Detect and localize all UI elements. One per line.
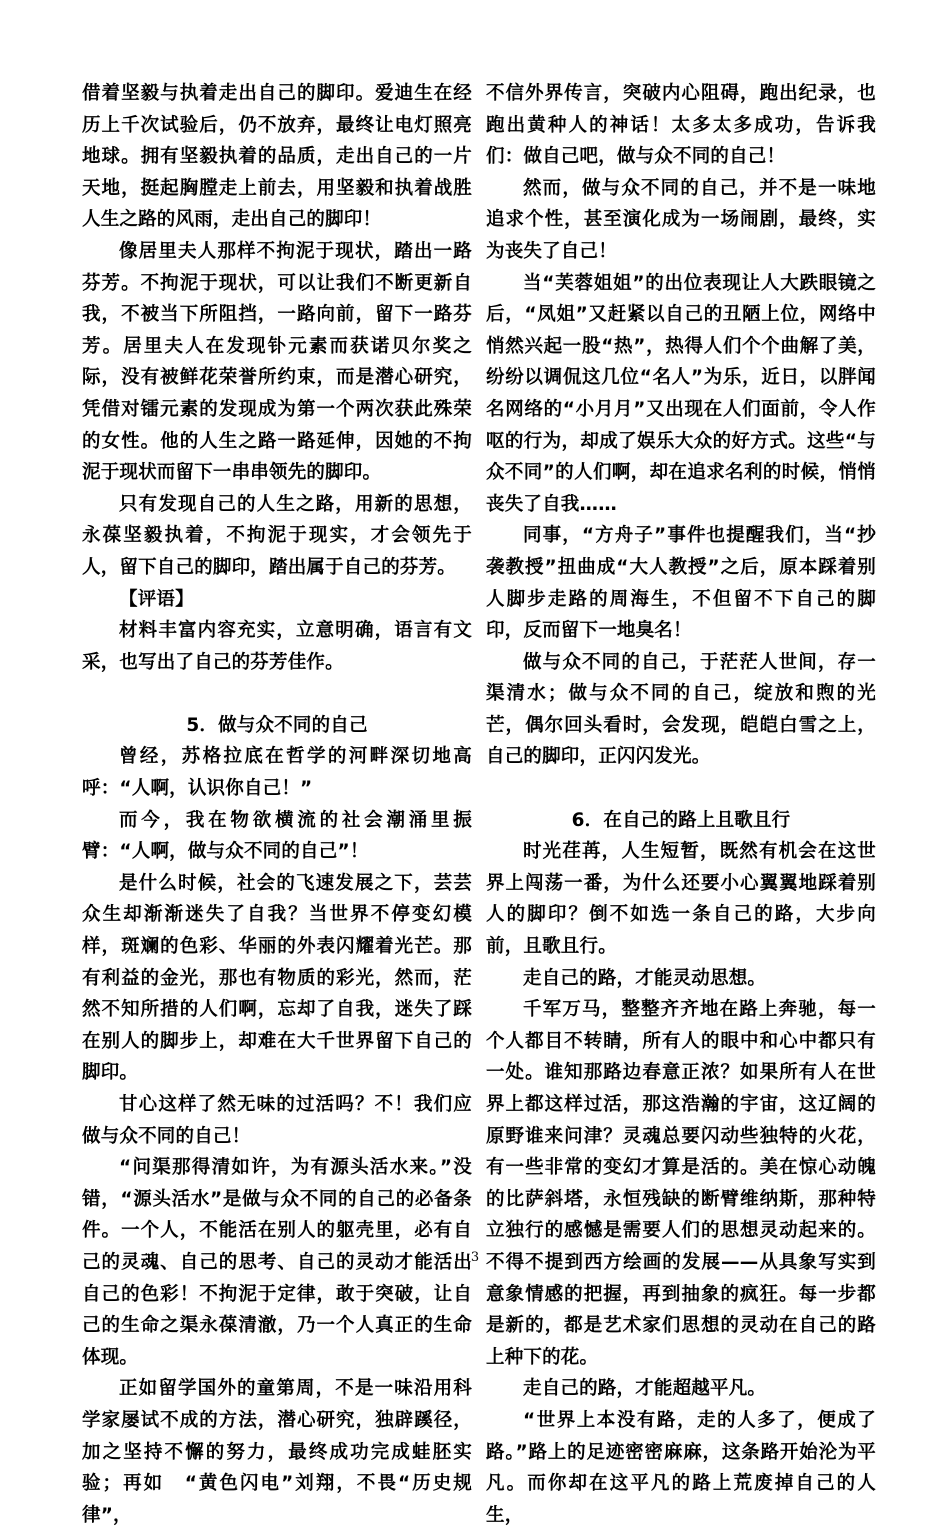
paragraph: 千军万马，整整齐齐地在路上奔驰，每一个人都目不转睛，所有人的眼中和心中都只有一处。谁知那路边春意正浓？如果所有人在世界上都这样过活，那这浩瀚的宇宙，这辽阔的原野谁来问津？灵魂总要闪动些独特的火花，有一些非常的变幻才算是活的。美在惊心动魄的比萨斜塔，永恒残缺的断臂维纳斯，那种特立独行的感憾是需要人们的思想灵动起来的。不得不提到西方绘画的发展——从具象写实到意象情感的把握，再到抽象的疯狂。每一步都是新的，都是艺术家们思想的灵动在自己的路上种下的花。 xyxy=(486,999,876,1368)
paragraph: 不信外界传言，突破内心阻碍，跑出纪录，也跑出黄种人的神话！太多太多成功，告诉我们：做自己吧，做与众不同的自己！ xyxy=(486,83,876,168)
spacer xyxy=(486,773,876,805)
paragraph: 只有发现自己的人生之路，用新的思想，永葆坚毅执着，不拘泥于现实，才会领先于人，留下自己的脚印，踏出属于自己的芬芳。 xyxy=(82,493,472,578)
paragraph: 而今，我在物欲横流的社会潮涌里振臂：“人啊，做与众不同的自己”！ xyxy=(82,809,472,863)
right-column xyxy=(486,78,876,1531)
comment-text: 材料丰富内容充实，立意明确，语言有文采，也写出了自己的芬芳佳作。 xyxy=(82,620,472,673)
paragraph: 走自己的路，才能灵动思想。 xyxy=(523,967,767,989)
paragraph: 当“芙蓉姐姐”的出位表现让人大跌眼镜之后，“凤姐”又赶紧以自己的丑陋上位，网络中悄然兴起一股“热”，热得人们个个曲解了美，纷纷以调侃这几位“名人”为乐，近日，以胖闻名网络的“小月月”又出现在人们面前，令人作呕的行为，却成了娱乐大众的好方式。这些“与众不同”的人们啊，却在追求名利的时候，悄悄丧失了自我…… xyxy=(486,272,876,515)
paragraph: “问渠那得清如许，为有源头活水来。”没错，“源头活水”是做与众不同的自己的必备条件。一个人，不能活在别人的躯壳里，必有自己的灵魂、自己的思考、自己的灵动才能活出自己的色彩！不拘泥于定律，敢于突破，让自己的生命之渠永葆清澈，乃一个人真正的生命体现。 xyxy=(82,1157,472,1368)
paragraph: 借着坚毅与执着走出自己的脚印。爱迪生在经历上千次试验后，仍不放弃，最终让电灯照亮地球。拥有坚毅执着的品质，走出自己的一片天地，挺起胸膛走上前去，用坚毅和执着战胜人生之路的风雨，走出自己的脚印！ xyxy=(82,83,472,231)
paragraph: 甘心这样了然无味的过活吗？不！我们应做与众不同的自己！ xyxy=(82,1094,472,1147)
paragraph: 然而，做与众不同的自己，并不是一味地追求个性，甚至演化成为一场闹剧，最终，实为丧失了自己！ xyxy=(486,177,876,262)
paragraph: 同事，“方舟子”事件也提醒我们，当“抄袭教授”扭曲成“大人教授”之后，原本踩着别人脚步走路的周海生，不但留不下自己的脚印，反而留下一地臭名！ xyxy=(486,525,876,642)
paragraph: 走自己的路，才能超越平凡。 xyxy=(523,1378,767,1400)
essay-title: 5．做与众不同的自己 xyxy=(186,714,368,736)
essay-title: 6．在自己的路上且歌且行 xyxy=(571,809,791,831)
page-number: 3 xyxy=(470,1250,480,1265)
comment-label: 【评语】 xyxy=(119,588,194,610)
paragraph: 是什么时候，社会的飞速发展之下，芸芸众生却渐渐迷失了自我？当世界不停变幻模样，斑斓的色彩、华丽的外表闪耀着光芒。那有利益的金光，那也有物质的彩光，然而，茫然不知所措的人们啊，忘却了自我，迷失了踩在别人的脚步上，却难在大千世界留下自己的脚印。 xyxy=(82,872,472,1084)
paragraph: 曾经，苏格拉底在哲学的河畔深切地高呼：“人啊，认识你自己！” xyxy=(82,746,472,800)
paragraph: 正如留学国外的童第周，不是一味沿用科学家屡试不成的方法，潜心研究，独辟蹊径，加之坚持不懈的努力，最终成功完成蛙胚实验；再如 “黄色闪电”刘翔，不畏“历史规律”， xyxy=(82,1378,472,1526)
paragraph: 像居里夫人那样不拘泥于现状，踏出一路芬芳。不拘泥于现状，可以让我们不断更新自我，不被当下所阻挡，一路向前，留下一路芬芳。居里夫人在发现钋元素而获诺贝尔奖之际，没有被鲜花荣誉所约束，而是潜心研究，凭借对镭元素的发现成为第一个两次获此殊荣的女性。他的人生之路一路延伸，因她的不拘泥于现状而留下一串串领先的脚印。 xyxy=(82,240,472,484)
spacer xyxy=(82,678,472,710)
left-column xyxy=(82,78,472,1531)
paragraph: 做与众不同的自己，于茫茫人世间，存一渠清水；做与众不同的自己，绽放和煦的光芒，偶尔回头看时，会发现，皑皑白雪之上，自己的脚印，正闪闪发光。 xyxy=(486,651,876,768)
paragraph: “世界上本没有路，走的人多了，便成了路。”路上的足迹密密麻麻，这条路开始沦为平凡。而你却在这平凡的路上荒废掉自己的人生， xyxy=(486,1409,876,1526)
paragraph: 时光荏苒，人生短暂，既然有机会在这世界上闯荡一番，为什么还要小心翼翼地踩着别人的脚印？倒不如选一条自己的路，大步向前，且歌且行。 xyxy=(486,841,876,958)
